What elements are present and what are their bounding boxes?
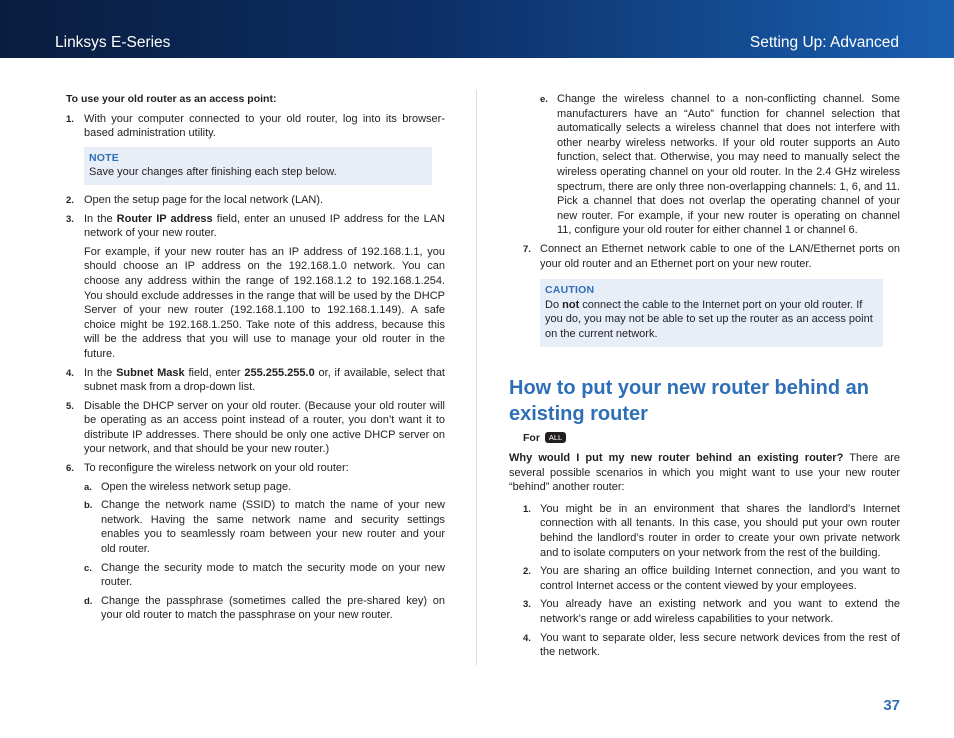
note-callout — [84, 147, 432, 185]
intro-text: There are several possible scenarios in which you might want to use your new router “behind” another router: — [509, 452, 900, 494]
step-5 — [66, 399, 445, 457]
caution-label: CAUTION — [545, 284, 595, 297]
scenario-list — [509, 502, 900, 660]
step-number: 7. — [523, 243, 531, 255]
substep-text: Change the network name (SSID) to match the name of your new network. Having the same network name and security settings enables you to seamlessly roam between your new router and your old router. — [101, 499, 445, 556]
substep-e — [540, 92, 900, 238]
for-label: For — [523, 431, 540, 444]
caution-emphasis: not — [562, 298, 580, 311]
scenario-item — [509, 564, 900, 593]
substep-text: Change the security mode to match the security mode on your new router. — [101, 561, 445, 589]
step-7 — [509, 242, 900, 271]
substep-text: Change the wireless channel to a non-conflicting channel. Some manufacturers have an “Auto” function for channel selection that automatically selects a wireless channel that does not interfere with other nearby wireless networks. If your old router supports an Auto function, select that. Otherwise, you may need to manually select the wireless operating channel on your old router. In the 2.4 GHz wireless spectrum, there are only three non-overlapping channels: 1, 6, and 11. Pick a channel that does not overlap the operating channel of your new router. For example, if your new router is operating on channel 11, configure your old router for either channel 1 or channel 6. — [557, 93, 900, 237]
page-number: 37 — [883, 697, 900, 714]
step-4 — [66, 366, 445, 395]
step-number: 3. — [66, 213, 74, 225]
step-3 — [66, 212, 445, 241]
procedure-heading: To use your old router as an access point: — [66, 93, 277, 105]
field-name-subnet-mask: Subnet Mask — [116, 366, 185, 379]
step-3-example: For example, if your new router has an IP address of 192.168.1.1, you should choose an IP address on the 192.168.1.0 network. You can choose any address within the range of 192.168.1.2 to 192.168.1.254. You should exclude addresses in the range that will be used by the DHCP Server of your new router (192.168.1.100 to 192.168.1.149). A safe choice might be 192.168.1.250. Take note of this address, because this will be the address that you will use to manage your old router in the future. — [84, 245, 445, 360]
section-intro — [509, 451, 900, 495]
caution-text — [545, 298, 878, 342]
substep-text: Open the wireless network setup page. — [101, 480, 292, 493]
note-text: Save your changes after finishing each step below. — [89, 166, 337, 179]
step-text: Disable the DHCP server on your old router. (Because your old router will be operating as an access point instead of a router, you don’t want it to distribute IP addresses. There should be only one active DHCP server on your network, and that should be your new router.) — [84, 399, 445, 456]
column-divider — [476, 90, 477, 665]
step-text-post: or, if available, select that subnet mask from a drop-down list. — [84, 366, 445, 394]
substep-letter: b. — [84, 500, 93, 512]
step-text: To reconfigure the wireless network on your old router: — [84, 462, 349, 475]
header-brand: Linksys E-Series — [55, 34, 171, 51]
substep-letter: d. — [84, 595, 93, 607]
step-number: 5. — [66, 400, 74, 412]
left-column — [66, 92, 445, 627]
scenario-item — [509, 631, 900, 660]
step-text-mid: field, enter — [184, 366, 245, 379]
step-2 — [66, 193, 445, 208]
scenario-item — [509, 502, 900, 560]
subnet-mask-value: 255.255.255.0 — [244, 366, 315, 379]
scenario-number: 4. — [523, 632, 531, 644]
scenario-number: 1. — [523, 503, 531, 515]
scenario-text: You are sharing an office building Internet connection, and you want to control Internet access or the content viewed by your employees. — [540, 565, 900, 592]
intro-question: Why would I put my new router behind an existing router? — [509, 452, 844, 465]
caution-text-post: connect the cable to the Internet port on your old router. If you do, you may not be able to set up the router as an access point on the current network. — [545, 298, 873, 340]
scenario-text: You want to separate older, less secure network devices from the rest of the network. — [540, 631, 900, 659]
step-number: 2. — [66, 194, 74, 206]
step-6 — [66, 461, 445, 476]
note-label: NOTE — [89, 151, 119, 164]
step-text-pre: In the — [84, 212, 117, 225]
step-number: 4. — [66, 367, 74, 379]
scenario-text: You already have an existing network and you want to extend the network’s range or add wireless capabilities to your network. — [540, 598, 900, 626]
caution-text-pre: Do — [545, 298, 563, 311]
substep-letter: a. — [84, 481, 92, 493]
step-text: Connect an Ethernet network cable to one of the LAN/Ethernet ports on your old router and an Ethernet port on your new router. — [540, 242, 900, 270]
substep-a — [84, 480, 445, 495]
scenario-number: 2. — [523, 566, 531, 578]
step-text-pre: In the — [84, 366, 117, 379]
scenario-number: 3. — [523, 599, 531, 611]
section-title: How to put your new router behind an existing router — [509, 376, 869, 425]
substep-letter: e. — [540, 94, 548, 105]
right-column — [509, 92, 900, 664]
substep-text: Change the passphrase (sometimes called the pre-shared key) on your old router to match the passphrase on your new router. — [101, 594, 445, 622]
all-models-badge: ALL — [545, 432, 566, 443]
step-text: Open the setup page for the local network (LAN). — [84, 193, 324, 206]
step-1 — [66, 112, 445, 141]
step-text: With your computer connected to your old router, log into its browser-based administration utility. — [84, 112, 445, 140]
field-name-router-ip: Router IP address — [116, 212, 213, 225]
step-text-post: field, enter an unused IP address for the LAN network of your new router. — [84, 212, 445, 240]
caution-callout — [540, 279, 883, 346]
scenario-text: You might be in an environment that shares the landlord’s Internet connection with all tenants. In this case, you should put your own router behind the landlord’s router in order to create your own private network and to isolate computers on your network from the rest of the building. — [540, 502, 900, 559]
scenario-item — [509, 597, 900, 626]
step-number: 1. — [66, 113, 74, 125]
applies-to-line — [523, 431, 900, 446]
header-section-title: Setting Up: Advanced — [749, 34, 899, 51]
page-header — [0, 0, 954, 58]
substep-c — [84, 561, 445, 590]
step-number: 6. — [66, 463, 74, 475]
substep-d — [84, 594, 445, 623]
substep-b — [84, 498, 445, 556]
substep-letter: c. — [84, 562, 92, 574]
step-6-substeps — [84, 480, 445, 623]
